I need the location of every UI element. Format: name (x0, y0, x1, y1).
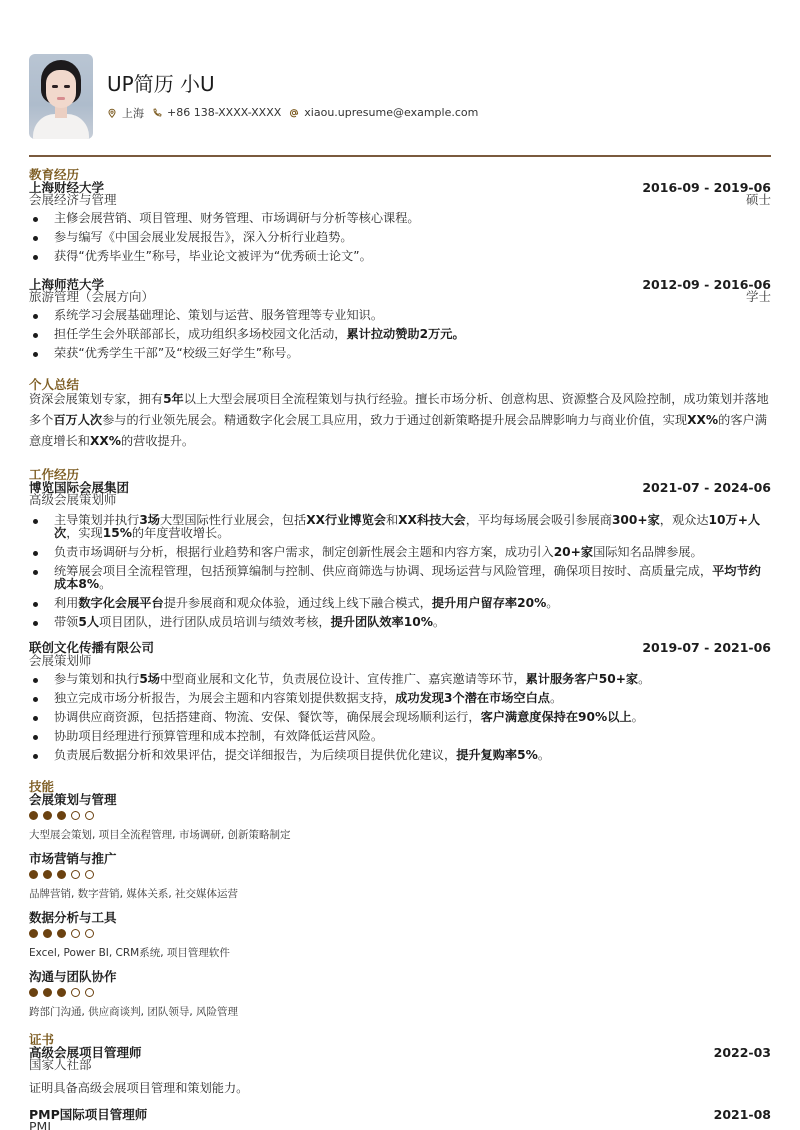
skill-rating (29, 988, 99, 997)
bullet-item: 荣获“优秀学生干部”及“校级三好学生”称号。 (29, 347, 771, 360)
skill-rating (29, 929, 99, 938)
education-bullets (29, 212, 771, 269)
certificate-name: PMP国际项目管理师 (29, 1107, 148, 1122)
education-school: 上海师范大学 (29, 277, 105, 292)
bullet-item: 带领5人项目团队，进行团队成员培训与绩效考核，提升团队效率10%。 (29, 616, 771, 629)
rating-dot-filled-icon (43, 929, 52, 938)
rating-dot-filled-icon (57, 811, 66, 820)
bullet-item: 负责展后数据分析和效果评估，提交详细报告，为后续项目提供优化建议，提升复购率5%。 (29, 749, 771, 762)
bullet-item: 参与策划和执行5场中型商业展和文化节，负责展位设计、宣传推广、嘉宾邀请等环节，累计服务客户50+家。 (29, 673, 771, 686)
rating-dot-empty-icon (71, 870, 80, 879)
rating-dot-filled-icon (57, 988, 66, 997)
work-date: 2019-07 - 2021-06 (642, 640, 771, 655)
rating-dot-filled-icon (43, 811, 52, 820)
rating-dot-empty-icon (71, 929, 80, 938)
bullet-item: 获得“优秀毕业生”称号，毕业论文被评为“优秀硕士论文”。 (29, 250, 771, 263)
contact-location (107, 105, 144, 121)
certificate-issuer: PMI (29, 1119, 52, 1130)
education-degree: 硕士 (745, 192, 771, 207)
rating-dot-filled-icon (29, 811, 38, 820)
skill-keywords: 跨部门沟通, 供应商谈判, 团队领导, 风险管理 (29, 1006, 239, 1018)
rating-dot-filled-icon (43, 988, 52, 997)
email-text: xiaou.upresume@example.com (304, 106, 479, 119)
rating-dot-empty-icon (71, 988, 80, 997)
header-divider (29, 155, 771, 157)
bullet-item: 主修会展营销、项目管理、财务管理、市场调研与分析等核心课程。 (29, 212, 771, 225)
work-role: 高级会展策划师 (29, 492, 117, 507)
rating-dot-filled-icon (43, 870, 52, 879)
map-pin-icon (107, 108, 117, 118)
candidate-name: UP简历 小U (107, 71, 215, 96)
phone-icon (152, 108, 162, 118)
work-role: 会展策划师 (29, 653, 92, 668)
rating-dot-empty-icon (85, 988, 94, 997)
work-date: 2021-07 - 2024-06 (642, 480, 771, 495)
certificate-date: 2021-08 (713, 1107, 771, 1122)
rating-dot-empty-icon (85, 870, 94, 879)
work-bullets (29, 514, 771, 635)
bullet-item: 系统学习会展基础理论、策划与运营、服务管理等专业知识。 (29, 309, 771, 322)
rating-dot-filled-icon (57, 870, 66, 879)
contact-email[interactable] (289, 106, 478, 119)
rating-dot-filled-icon (57, 929, 66, 938)
bullet-item: 负责市场调研与分析，根据行业趋势和客户需求，制定创新性展会主题和内容方案，成功引入20+家国际知名品牌参展。 (29, 546, 771, 559)
skill-name: 会展策划与管理 (29, 792, 117, 807)
skill-keywords: Excel, Power BI, CRM系统, 项目管理软件 (29, 947, 230, 959)
bullet-item: 协助项目经理进行预算管理和成本控制，有效降低运营风险。 (29, 730, 771, 743)
skill-keywords: 品牌营销, 数字营销, 媒体关系, 社交媒体运营 (29, 888, 239, 900)
rating-dot-filled-icon (29, 929, 38, 938)
skill-rating (29, 870, 99, 879)
education-degree: 学士 (745, 289, 771, 304)
certificate-name: 高级会展项目管理师 (29, 1045, 142, 1060)
rating-dot-filled-icon (29, 988, 38, 997)
bullet-item: 独立完成市场分析报告，为展会主题和内容策划提供数据支持，成功发现3个潜在市场空白点。 (29, 692, 771, 705)
skill-keywords: 大型展会策划, 项目全流程管理, 市场调研, 创新策略制定 (29, 829, 291, 841)
rating-dot-empty-icon (85, 929, 94, 938)
certificate-issuer: 国家人社部 (29, 1057, 92, 1072)
certificate-description: 证明具备高级会展项目管理和策划能力。 (29, 1081, 249, 1095)
work-bullets (29, 673, 771, 768)
skill-name: 沟通与团队协作 (29, 969, 117, 984)
education-major: 会展经济与管理 (29, 192, 117, 207)
contact-phone (152, 106, 281, 119)
rating-dot-filled-icon (29, 870, 38, 879)
summary-text: 资深会展策划专家，拥有5年以上大型会展项目全流程策划与执行经验。擅长市场分析、创意构思、资源整合及风险控制，成功策划并落地多个百万人次参与的行业领先展会。精通数字化会展工具应用，致力于通过创新策略提升展会品牌影响力与商业价值，实现XX%的客户满意度增长和XX%的营收提升。 (29, 392, 769, 448)
certificate-date: 2022-03 (713, 1045, 771, 1060)
section-title-education: 教育经历 (29, 167, 80, 182)
avatar (29, 54, 93, 139)
skill-name: 市场营销与推广 (29, 851, 117, 866)
bullet-item: 担任学生会外联部部长，成功组织多场校园文化活动，累计拉动赞助2万元。 (29, 328, 771, 341)
rating-dot-empty-icon (71, 811, 80, 820)
bullet-item: 参与编写《中国会展业发展报告》，深入分析行业趋势。 (29, 231, 771, 244)
section-title-skills: 技能 (29, 779, 55, 794)
contact-row (107, 105, 486, 121)
skill-name: 数据分析与工具 (29, 910, 117, 925)
education-bullets (29, 309, 771, 366)
bullet-item: 协调供应商资源，包括搭建商、物流、安保、餐饮等，确保展会现场顺利运行，客户满意度保持在90%以上。 (29, 711, 771, 724)
section-title-summary: 个人总结 (29, 377, 80, 392)
section-title-work: 工作经历 (29, 467, 80, 482)
skill-rating (29, 811, 99, 820)
at-sign-icon (289, 108, 299, 118)
education-school: 上海财经大学 (29, 180, 105, 195)
bullet-item: 主导策划并执行3场大型国际性行业展会，包括XX行业博览会和XX科技大会，平均每场展会吸引参展商300+家，观众达10万+人次，实现15%的年度营收增长。 (29, 514, 771, 540)
education-date: 2016-09 - 2019-06 (642, 180, 771, 195)
work-company: 联创文化传播有限公司 (29, 640, 155, 655)
bullet-item: 统筹展会项目全流程管理，包括预算编制与控制、供应商筛选与协调、现场运营与风险管理，确保项目按时、高质量完成，平均节约成本8%。 (29, 565, 771, 591)
work-company: 博览国际会展集团 (29, 480, 130, 495)
bullet-item: 利用数字化会展平台提升参展商和观众体验，通过线上线下融合模式，提升用户留存率20%。 (29, 597, 771, 610)
resume-header (29, 54, 486, 139)
location-text: 上海 (122, 106, 144, 120)
rating-dot-empty-icon (85, 811, 94, 820)
phone-text: +86 138-XXXX-XXXX (167, 106, 282, 119)
section-title-certificates: 证书 (29, 1032, 55, 1047)
education-major: 旅游管理（会展方向） (29, 289, 155, 304)
education-date: 2012-09 - 2016-06 (642, 277, 771, 292)
